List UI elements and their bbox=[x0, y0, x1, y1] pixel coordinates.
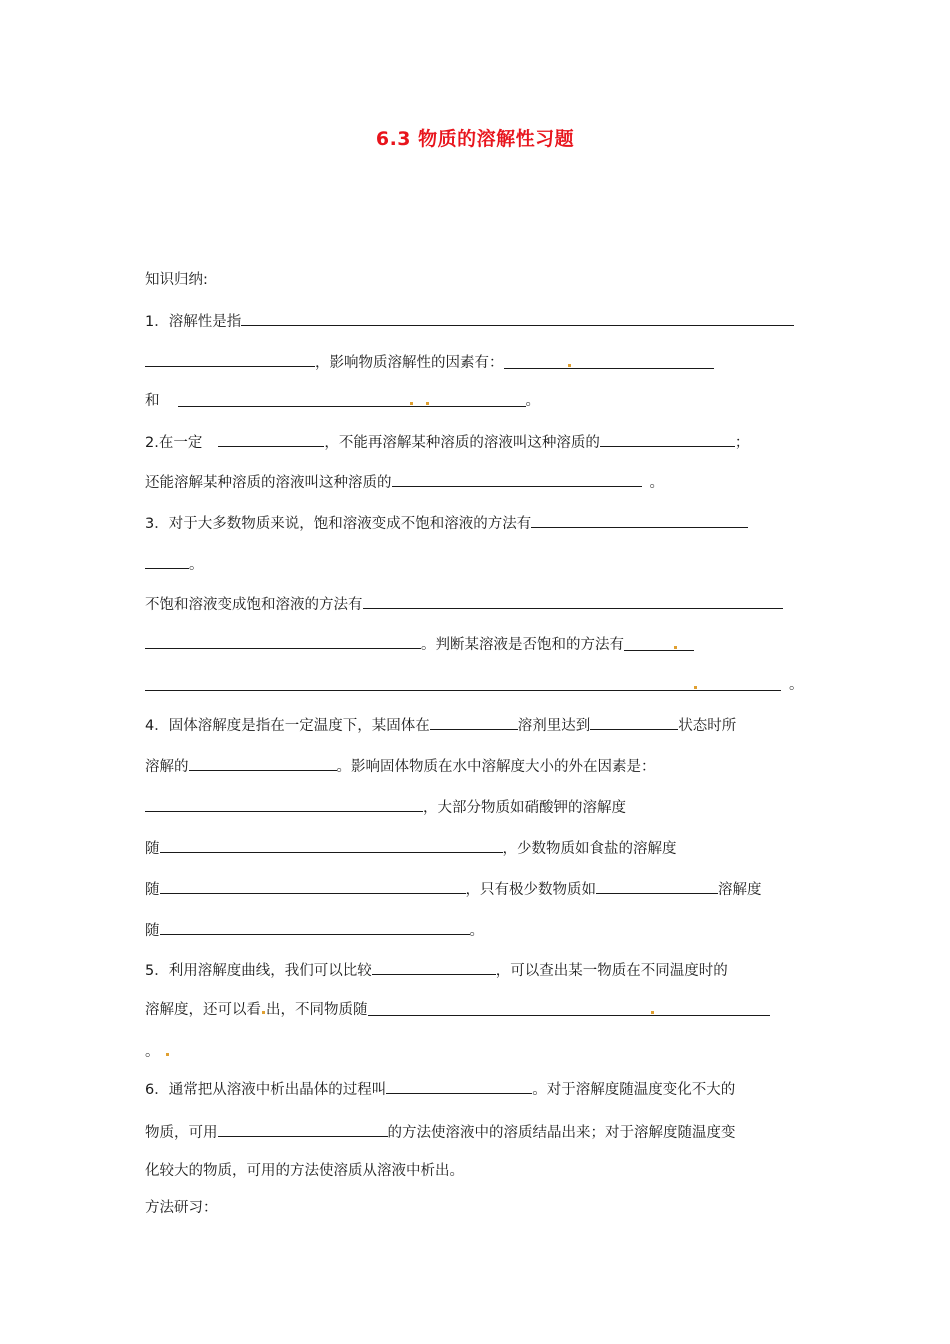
question-2-text: 还能溶解某种溶质的溶液叫这种溶质的 bbox=[145, 475, 392, 491]
question-6-text: 的溶质结晶出来；对于溶解度随温度变 bbox=[489, 1125, 736, 1141]
blank[interactable] bbox=[368, 1000, 770, 1016]
mark-dot bbox=[674, 646, 677, 649]
question-5-line-2 bbox=[145, 1000, 770, 1020]
question-4-text: 。 bbox=[469, 923, 484, 939]
question-4-text: 随 bbox=[145, 841, 160, 857]
question-2-line-1 bbox=[145, 431, 749, 453]
blank[interactable] bbox=[363, 593, 783, 609]
question-3-line-2 bbox=[145, 553, 204, 575]
blank[interactable] bbox=[145, 553, 189, 569]
question-3-text: 3．对于大多数物质来说，饱和溶液变成不饱和溶液的方法有 bbox=[145, 516, 532, 532]
mark-dot bbox=[568, 364, 571, 367]
question-3-line-3 bbox=[145, 593, 783, 615]
question-4-text: 随 bbox=[145, 923, 160, 939]
question-4-line-6 bbox=[145, 919, 484, 941]
mark-dot bbox=[426, 402, 429, 405]
question-2-text: ，不能再溶解某种溶质的溶液叫这种溶质的 bbox=[324, 435, 600, 451]
question-4-text: ，大部分物质如硝酸钾的溶解度 bbox=[423, 800, 626, 816]
question-2-text: 。 bbox=[649, 475, 664, 491]
page-title: 6.3 物质的溶解性习题 bbox=[375, 128, 575, 150]
blank[interactable] bbox=[372, 959, 496, 975]
question-4-line-3 bbox=[145, 796, 626, 818]
blank[interactable] bbox=[145, 796, 423, 812]
question-3-line-5 bbox=[145, 675, 804, 695]
question-3-text: 不饱和溶液变成饱和溶液的方法有 bbox=[145, 597, 363, 613]
mark-dot bbox=[166, 1053, 169, 1056]
question-5-text: 。 bbox=[145, 1044, 160, 1060]
question-3-text: 。判断某溶液是否饱和的方法有 bbox=[421, 637, 624, 653]
question-2-text: 2.在一定 bbox=[145, 435, 203, 451]
mark-dot bbox=[694, 686, 697, 689]
question-5-line-3 bbox=[145, 1042, 170, 1062]
section-heading-knowledge: 知识归纳: bbox=[145, 272, 208, 288]
question-5-text: ，可以查出某一物质在不同温度时的 bbox=[495, 963, 728, 979]
question-4-line-1 bbox=[145, 714, 736, 736]
blank[interactable] bbox=[160, 919, 470, 935]
blank[interactable] bbox=[504, 353, 714, 369]
question-2-line-2 bbox=[145, 471, 664, 493]
blank[interactable] bbox=[531, 512, 748, 528]
question-4-text: ，只有极少数物质如 bbox=[465, 882, 596, 898]
question-6-line-3 bbox=[145, 1161, 464, 1181]
question-4-text: 。影响固体物质在水中溶解度大小的外在因素是： bbox=[336, 759, 656, 775]
question-1-line-3 bbox=[145, 391, 540, 411]
blank[interactable] bbox=[218, 431, 324, 447]
question-4-line-4 bbox=[145, 837, 677, 859]
question-4-line-5 bbox=[145, 878, 762, 900]
mark-dot bbox=[410, 402, 413, 405]
question-6-line-2 bbox=[145, 1121, 736, 1143]
blank[interactable] bbox=[218, 1121, 388, 1137]
blank[interactable] bbox=[178, 391, 526, 407]
mark-dot bbox=[262, 1011, 265, 1014]
question-4-text: 状态时所 bbox=[678, 718, 737, 734]
question-6-text: 的方法使溶液中 bbox=[387, 1125, 489, 1141]
question-4-text: 溶解度 bbox=[718, 882, 762, 898]
question-4-text: 溶解的 bbox=[145, 759, 189, 775]
blank[interactable] bbox=[145, 351, 315, 367]
blank[interactable] bbox=[160, 837, 503, 853]
mark-dot bbox=[651, 1011, 654, 1014]
question-1-text: 。 bbox=[525, 393, 540, 409]
question-1-text: 1．溶解性是指 bbox=[145, 314, 242, 330]
question-3-line-4 bbox=[145, 633, 694, 655]
question-6-text: 物质，可用 bbox=[145, 1125, 218, 1141]
question-3-text: 。 bbox=[189, 557, 204, 573]
question-3-text: 。 bbox=[789, 677, 804, 693]
question-1-text: ，影响物质溶解性的因素有： bbox=[315, 355, 504, 371]
question-4-line-2 bbox=[145, 755, 656, 777]
question-2-text: ； bbox=[734, 435, 750, 451]
question-4-text: 溶剂里达到 bbox=[517, 718, 591, 734]
section-heading-method: 方法研习： bbox=[145, 1200, 218, 1216]
blank[interactable] bbox=[624, 635, 694, 651]
question-1-text: 和 bbox=[145, 393, 160, 409]
question-6-text: 化较大的物质，可用的方法使溶质从溶液中析出。 bbox=[145, 1163, 464, 1179]
question-5-text: 溶解度，还可以看 bbox=[145, 1002, 261, 1018]
question-3-line-1 bbox=[145, 512, 748, 534]
question-6-text: 。对于溶解度随温度变化不大的 bbox=[532, 1082, 736, 1098]
question-4-text: ，少数物质如食盐的溶解度 bbox=[502, 841, 677, 857]
blank[interactable] bbox=[600, 431, 735, 447]
blank[interactable] bbox=[392, 471, 642, 487]
question-5-text: 5．利用溶解度曲线，我们可以比较 bbox=[145, 963, 372, 979]
question-1-line-1 bbox=[145, 310, 794, 332]
question-4-text: 4．固体溶解度是指在一定温度下，某固体在 bbox=[145, 718, 430, 734]
blank[interactable] bbox=[145, 675, 781, 691]
blank[interactable] bbox=[596, 878, 718, 894]
question-1-line-2 bbox=[145, 351, 714, 373]
question-5-text: 出，不同物质随 bbox=[266, 1002, 368, 1018]
blank[interactable] bbox=[160, 878, 466, 894]
question-6-line-1 bbox=[145, 1078, 735, 1100]
blank[interactable] bbox=[189, 755, 337, 771]
question-6-text: 6．通常把从溶液中析出晶体的过程叫 bbox=[145, 1082, 387, 1098]
blank[interactable] bbox=[241, 310, 794, 326]
blank[interactable] bbox=[386, 1078, 532, 1094]
blank[interactable] bbox=[145, 633, 421, 649]
question-4-text: 随 bbox=[145, 882, 160, 898]
blank[interactable] bbox=[590, 714, 678, 730]
blank[interactable] bbox=[430, 714, 518, 730]
question-5-line-1 bbox=[145, 959, 728, 981]
